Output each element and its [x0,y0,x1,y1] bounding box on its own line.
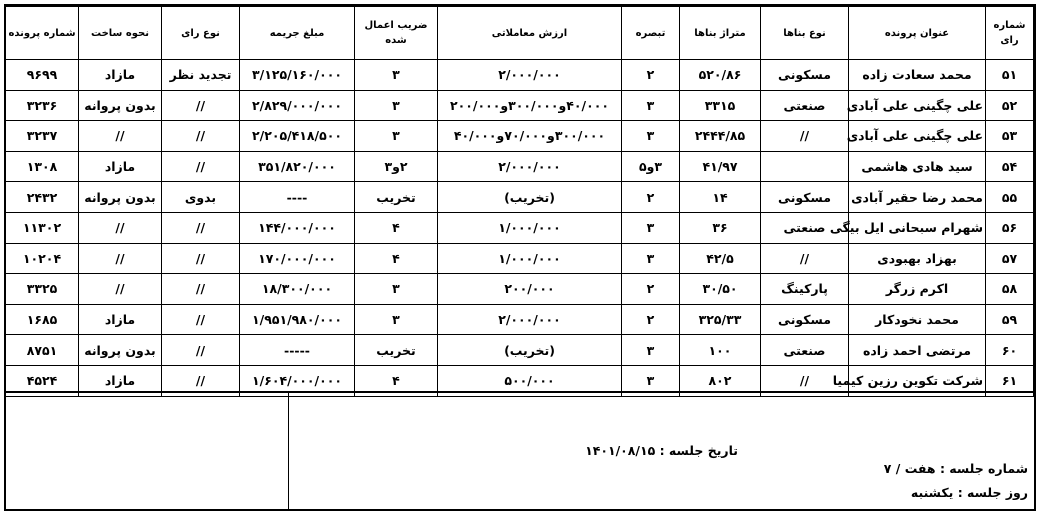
cell-case-title: محمد سعادت زاده [849,60,986,91]
table-body [6,60,1034,397]
cell-clause: ۳و۵ [622,151,680,182]
cell-case-title: محمد رضا حقیر آبادی [849,182,986,213]
cell-fine-amount: ۱۴۴/۰۰۰/۰۰۰ [240,212,355,243]
cell-building-type: پارکینگ [761,274,849,305]
table-row [6,274,1034,305]
session-number: شماره جلسه : هفت / ۷ [883,461,1028,476]
cell-construction-mode: مازاد [79,60,162,91]
cell-case-title: محمد نخودکار [849,304,986,335]
cell-file-no: ۳۳۲۵ [6,274,79,305]
cell-clause: ۳ [622,90,680,121]
header-case-title: عنوان پرونده [849,7,986,60]
cell-building-type: صنعتی [761,212,849,243]
cell-transaction-value: ۱/۰۰۰/۰۰۰ [438,212,622,243]
cell-area: ۴۱/۹۷ [680,151,761,182]
cell-row-no: ۵۶ [986,212,1034,243]
cell-area: ۳۲۵/۳۳ [680,304,761,335]
cell-fine-amount: ۱۷۰/۰۰۰/۰۰۰ [240,243,355,274]
cell-construction-mode: بدون پروانه [79,335,162,366]
cell-row-no: ۵۳ [986,121,1034,152]
header-row [6,7,1034,60]
cell-coefficient: ۴ [355,243,438,274]
cell-ruling-type: // [162,212,240,243]
cell-transaction-value: ۵۰۰/۰۰۰ [438,365,622,396]
cell-ruling-type: // [162,151,240,182]
cell-ruling-type: // [162,243,240,274]
table-row [6,121,1034,152]
cell-ruling-type: // [162,304,240,335]
cell-clause: ۲ [622,182,680,213]
cell-clause: ۲ [622,274,680,305]
cell-ruling-type: // [162,274,240,305]
cell-area: ۳۳۱۵ [680,90,761,121]
table-row [6,60,1034,91]
cell-case-title: علی چگینی علی آبادی [849,90,986,121]
cell-area: ۵۲۰/۸۶ [680,60,761,91]
cell-coefficient: ۳ [355,90,438,121]
header-coefficient: ضریب اعمال شده [355,7,438,60]
cell-file-no: ۱۳۰۸ [6,151,79,182]
cell-coefficient: ۲و۳ [355,151,438,182]
cell-building-type: // [761,365,849,396]
footer-divider [288,393,289,511]
cell-construction-mode: // [79,274,162,305]
cell-area: ۱۴ [680,182,761,213]
cell-file-no: ۸۷۵۱ [6,335,79,366]
cell-clause: ۲ [622,304,680,335]
cell-building-type: مسکونی [761,304,849,335]
header-clause: تبصره [622,7,680,60]
cell-construction-mode: // [79,243,162,274]
table-row [6,90,1034,121]
cell-ruling-type: بدوی [162,182,240,213]
cell-file-no: ۱۱۳۰۲ [6,212,79,243]
cell-coefficient: ۳ [355,304,438,335]
header-construction-mode: نحوه ساخت [79,7,162,60]
cell-row-no: ۶۰ [986,335,1034,366]
cell-coefficient: ۴ [355,212,438,243]
cell-building-type: مسکونی [761,60,849,91]
header-building-type: نوع بناها [761,7,849,60]
cell-building-type: صنعتی [761,90,849,121]
session-footer [6,391,1034,511]
session-day: روز جلسه : یکشنبه [910,485,1028,500]
cell-file-no: ۴۵۲۴ [6,365,79,396]
cell-transaction-value: ۱/۰۰۰/۰۰۰ [438,243,622,274]
cell-construction-mode: مازاد [79,365,162,396]
cell-construction-mode: مازاد [79,304,162,335]
cell-case-title: شرکت تکوین رزین کیمیا [849,365,986,396]
cell-building-type: مسکونی [761,182,849,213]
cell-building-type: صنعتی [761,335,849,366]
cell-fine-amount: ۱/۹۵۱/۹۸۰/۰۰۰ [240,304,355,335]
cell-clause: ۳ [622,335,680,366]
cell-clause: ۳ [622,243,680,274]
cell-clause: ۳ [622,121,680,152]
cell-case-title: اکرم زرگر [849,274,986,305]
cell-building-type: // [761,121,849,152]
cell-fine-amount: ۱۸/۳۰۰/۰۰۰ [240,274,355,305]
cell-row-no: ۵۹ [986,304,1034,335]
cell-row-no: ۵۱ [986,60,1034,91]
cell-fine-amount: ----- [240,335,355,366]
cell-construction-mode: // [79,212,162,243]
cell-area: ۲۴۴۴/۸۵ [680,121,761,152]
ruling-document [4,4,1036,511]
header-file-no: شماره پرونده [6,7,79,60]
cell-transaction-value: ۴۰/۰۰۰و۳۰۰/۰۰۰و۲۰۰/۰۰۰ [438,90,622,121]
cell-ruling-type: // [162,90,240,121]
cell-fine-amount: ۲/۲۰۵/۴۱۸/۵۰۰ [240,121,355,152]
cell-coefficient: ۳ [355,121,438,152]
cell-area: ۳۶ [680,212,761,243]
header-fine-amount: مبلغ جریمه [240,7,355,60]
cell-building-type: // [761,243,849,274]
header-area: متراژ بناها [680,7,761,60]
cell-construction-mode: مازاد [79,151,162,182]
cell-clause: ۳ [622,365,680,396]
table-row [6,212,1034,243]
cell-case-title: بهزاد بهبودی [849,243,986,274]
cell-coefficient: ۳ [355,274,438,305]
cell-case-title: مرتضی احمد زاده [849,335,986,366]
cell-area: ۱۰۰ [680,335,761,366]
table-row [6,304,1034,335]
cell-coefficient: ۳ [355,60,438,91]
table-row [6,335,1034,366]
cell-file-no: ۱۶۸۵ [6,304,79,335]
cell-ruling-type: // [162,365,240,396]
cell-transaction-value: (تخریب) [438,335,622,366]
header-row-no: شماره رای [986,7,1034,60]
session-date: تاریخ جلسه : ۱۴۰۱/۰۸/۱۵ [585,443,738,458]
cell-transaction-value: ۲/۰۰۰/۰۰۰ [438,60,622,91]
cell-area: ۳۰/۵۰ [680,274,761,305]
cell-coefficient: تخریب [355,182,438,213]
cell-transaction-value: ۳۰۰/۰۰۰و۷۰/۰۰۰و۴۰/۰۰۰ [438,121,622,152]
cell-transaction-value: ۲/۰۰۰/۰۰۰ [438,151,622,182]
cell-file-no: ۹۶۹۹ [6,60,79,91]
table-row [6,182,1034,213]
rulings-table [5,6,1034,397]
cell-building-type [761,151,849,182]
cell-construction-mode: بدون پروانه [79,90,162,121]
cell-transaction-value: ۲۰۰/۰۰۰ [438,274,622,305]
cell-row-no: ۶۱ [986,365,1034,396]
cell-transaction-value: ۲/۰۰۰/۰۰۰ [438,304,622,335]
cell-fine-amount: ۳/۱۲۵/۱۶۰/۰۰۰ [240,60,355,91]
cell-case-title: شهرام سبحانی ایل بیگی [849,212,986,243]
cell-ruling-type: تجدید نظر [162,60,240,91]
cell-file-no: ۱۰۲۰۴ [6,243,79,274]
header-ruling-type: نوع رای [162,7,240,60]
table-row [6,151,1034,182]
cell-file-no: ۲۴۳۲ [6,182,79,213]
cell-area: ۸۰۲ [680,365,761,396]
cell-row-no: ۵۸ [986,274,1034,305]
cell-coefficient: تخریب [355,335,438,366]
cell-transaction-value: (تخریب) [438,182,622,213]
cell-ruling-type: // [162,121,240,152]
table-row [6,243,1034,274]
cell-construction-mode: بدون پروانه [79,182,162,213]
cell-row-no: ۵۴ [986,151,1034,182]
cell-fine-amount: ---- [240,182,355,213]
cell-construction-mode: // [79,121,162,152]
cell-fine-amount: ۳۵۱/۸۲۰/۰۰۰ [240,151,355,182]
cell-case-title: سید هادی هاشمی [849,151,986,182]
cell-row-no: ۵۵ [986,182,1034,213]
session-info [752,393,1034,511]
cell-area: ۴۲/۵ [680,243,761,274]
cell-coefficient: ۴ [355,365,438,396]
cell-ruling-type: // [162,335,240,366]
header-transaction-value: ارزش معاملاتی [438,7,622,60]
cell-row-no: ۵۲ [986,90,1034,121]
cell-fine-amount: ۲/۸۲۹/۰۰۰/۰۰۰ [240,90,355,121]
cell-row-no: ۵۷ [986,243,1034,274]
cell-clause: ۲ [622,60,680,91]
cell-case-title: علی چگینی علی آبادی [849,121,986,152]
cell-file-no: ۳۲۳۷ [6,121,79,152]
cell-clause: ۳ [622,212,680,243]
cell-file-no: ۳۲۳۶ [6,90,79,121]
cell-fine-amount: ۱/۶۰۴/۰۰۰/۰۰۰ [240,365,355,396]
